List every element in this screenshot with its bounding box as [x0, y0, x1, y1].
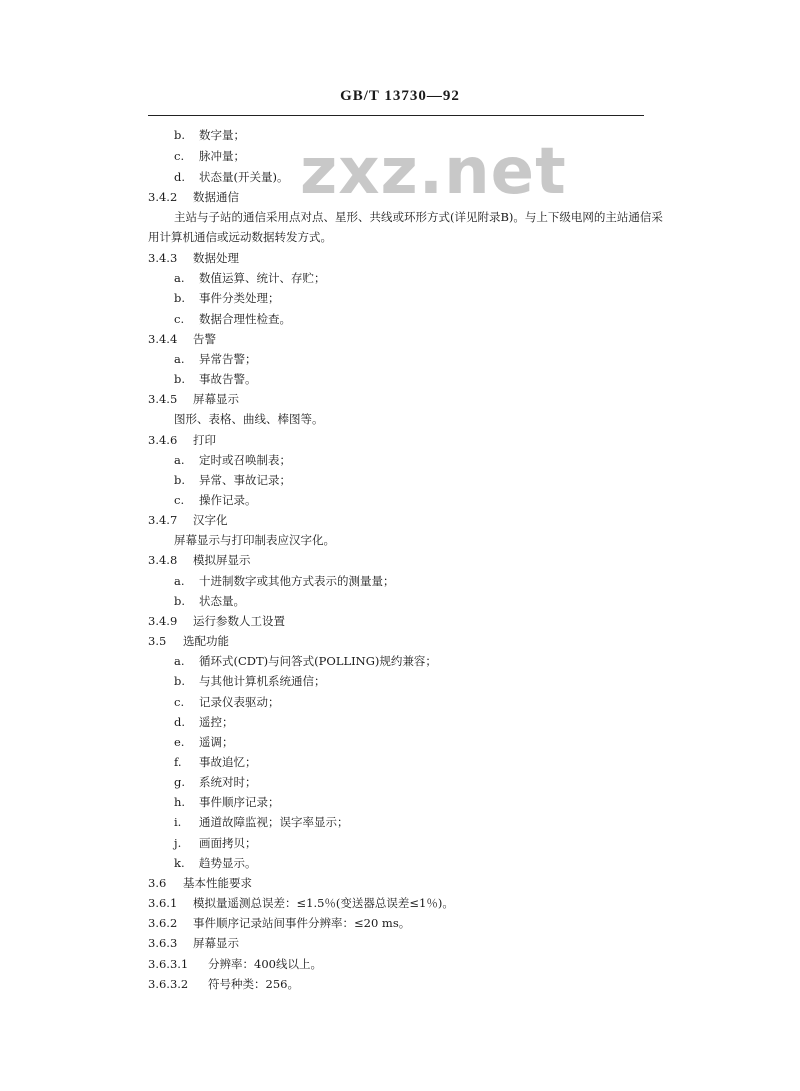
item-label: g.: [174, 775, 186, 789]
list-item: [174, 836, 257, 850]
item-text: 数据合理性检查。: [199, 312, 291, 326]
item-text: 脉冲量；: [199, 149, 245, 163]
list-item: [174, 372, 257, 386]
section-number: 3.4.7: [148, 513, 178, 527]
section-title: 模拟量遥测总误差：≤1.5％(变送器总误差≤1％)。: [193, 896, 454, 910]
item-label: a.: [174, 453, 185, 467]
item-text: 事件顺序记录；: [199, 795, 280, 809]
list-item: [174, 695, 280, 709]
section-heading: [148, 916, 410, 930]
list-item: [174, 795, 280, 809]
section-heading: [148, 614, 285, 628]
section-title: 汉字化: [193, 513, 228, 527]
section-number: 3.6.3.1: [148, 957, 189, 971]
section-heading: [148, 977, 299, 991]
item-text: 事件分类处理；: [199, 291, 280, 305]
section-title: 数据通信: [193, 190, 239, 204]
item-text: 数值运算、统计、存贮；: [199, 271, 326, 285]
section-number: 3.6.2: [148, 916, 178, 930]
paragraph-line: [148, 230, 332, 244]
section-title: 模拟屏显示: [193, 553, 251, 567]
section-number: 3.4.6: [148, 433, 178, 447]
item-label: d.: [174, 170, 186, 184]
item-label: e.: [174, 735, 185, 749]
list-item: [174, 271, 326, 285]
section-title: 基本性能要求: [183, 876, 252, 890]
item-label: a.: [174, 352, 185, 366]
section-heading: [148, 634, 229, 648]
paragraph-line: [174, 412, 324, 426]
item-label: a.: [174, 271, 185, 285]
section-number: 3.4.5: [148, 392, 178, 406]
list-item: [174, 674, 326, 688]
item-text: 遥控；: [199, 715, 234, 729]
item-text: 与其他计算机系统通信；: [199, 674, 326, 688]
item-label: c.: [174, 149, 185, 163]
list-item: [174, 170, 288, 184]
item-text: 系统对时；: [199, 775, 257, 789]
list-item: [174, 856, 257, 870]
section-heading: [148, 190, 239, 204]
section-number: 3.6.3: [148, 936, 178, 950]
item-text: 操作记录。: [199, 493, 257, 507]
item-text: 状态量(开关量)。: [199, 170, 289, 184]
section-heading: [148, 553, 251, 567]
section-title: 分辨率：400线以上。: [208, 957, 322, 971]
item-text: 遥调；: [199, 735, 234, 749]
item-label: h.: [174, 795, 186, 809]
item-label: b.: [174, 128, 186, 142]
paragraph-text: 主站与子站的通信采用点对点、星形、共线或环形方式(详见附录B)。与上下级电网的主站通信采: [174, 210, 663, 224]
list-item: [174, 291, 280, 305]
section-heading: [148, 896, 454, 910]
item-label: c.: [174, 312, 185, 326]
list-item: [174, 473, 291, 487]
list-item: [174, 574, 395, 588]
section-title: 屏幕显示: [193, 936, 239, 950]
item-text: 记录仪表驱动；: [199, 695, 280, 709]
section-heading: [148, 251, 239, 265]
item-label: a.: [174, 574, 185, 588]
section-title: 事件顺序记录站间事件分辨率：≤20 ms。: [193, 916, 411, 930]
section-number: 3.6.3.2: [148, 977, 189, 991]
list-item: [174, 149, 245, 163]
paragraph-text: 用计算机通信或远动数据转发方式。: [148, 230, 332, 244]
paragraph-line: [174, 533, 335, 547]
item-text: 趋势显示。: [199, 856, 257, 870]
item-text: 异常告警；: [199, 352, 257, 366]
item-text: 异常、事故记录；: [199, 473, 291, 487]
item-text: 数字量；: [199, 128, 245, 142]
section-title: 打印: [193, 433, 216, 447]
section-title: 数据处理: [193, 251, 239, 265]
item-text: 状态量。: [199, 594, 245, 608]
list-item: [174, 128, 245, 142]
item-label: b.: [174, 372, 186, 386]
list-item: [174, 715, 234, 729]
item-text: 画面拷贝；: [199, 836, 257, 850]
section-number: 3.4.8: [148, 553, 178, 567]
item-label: i.: [174, 815, 182, 829]
item-label: d.: [174, 715, 186, 729]
item-label: f.: [174, 755, 182, 769]
list-item: [174, 654, 437, 668]
item-label: b.: [174, 674, 186, 688]
section-title: 屏幕显示: [193, 392, 239, 406]
section-number: 3.4.9: [148, 614, 178, 628]
item-text: 十进制数字或其他方式表示的测量量；: [199, 574, 395, 588]
header-rule: [148, 115, 644, 116]
section-number: 3.6.1: [148, 896, 178, 910]
item-text: 循环式(CDT)与问答式(POLLING)规约兼容；: [199, 654, 437, 668]
item-text: 事故告警。: [199, 372, 257, 386]
item-label: j.: [174, 836, 182, 850]
item-label: b.: [174, 594, 186, 608]
watermark: zxz.net: [300, 135, 567, 209]
section-number: 3.6: [148, 876, 167, 890]
item-label: a.: [174, 654, 185, 668]
list-item: [174, 594, 245, 608]
section-title: 告警: [193, 332, 216, 346]
section-title: 符号种类：256。: [208, 977, 299, 991]
section-heading: [148, 332, 216, 346]
section-number: 3.4.2: [148, 190, 178, 204]
section-title: 运行参数人工设置: [193, 614, 285, 628]
list-item: [174, 453, 291, 467]
item-label: c.: [174, 493, 185, 507]
list-item: [174, 755, 257, 769]
item-label: b.: [174, 473, 186, 487]
item-label: k.: [174, 856, 185, 870]
item-text: 定时或召唤制表；: [199, 453, 291, 467]
paragraph-line: [174, 210, 663, 224]
item-text: 通道故障监视；误字率显示；: [199, 815, 349, 829]
list-item: [174, 312, 291, 326]
item-label: c.: [174, 695, 185, 709]
list-item: [174, 735, 234, 749]
section-heading: [148, 513, 228, 527]
section-number: 3.5: [148, 634, 167, 648]
section-number: 3.4.3: [148, 251, 178, 265]
section-heading: [148, 957, 322, 971]
list-item: [174, 815, 349, 829]
item-text: 事故追忆；: [199, 755, 257, 769]
item-label: b.: [174, 291, 186, 305]
section-heading: [148, 392, 239, 406]
paragraph-text: 屏幕显示与打印制表应汉字化。: [174, 533, 335, 547]
list-item: [174, 493, 257, 507]
section-number: 3.4.4: [148, 332, 178, 346]
page-header: GB/T 13730—92: [340, 88, 460, 104]
list-item: [174, 352, 257, 366]
list-item: [174, 775, 257, 789]
section-heading: [148, 433, 216, 447]
section-title: 选配功能: [183, 634, 229, 648]
paragraph-text: 图形、表格、曲线、棒图等。: [174, 412, 324, 426]
section-heading: [148, 936, 239, 950]
section-heading: [148, 876, 252, 890]
